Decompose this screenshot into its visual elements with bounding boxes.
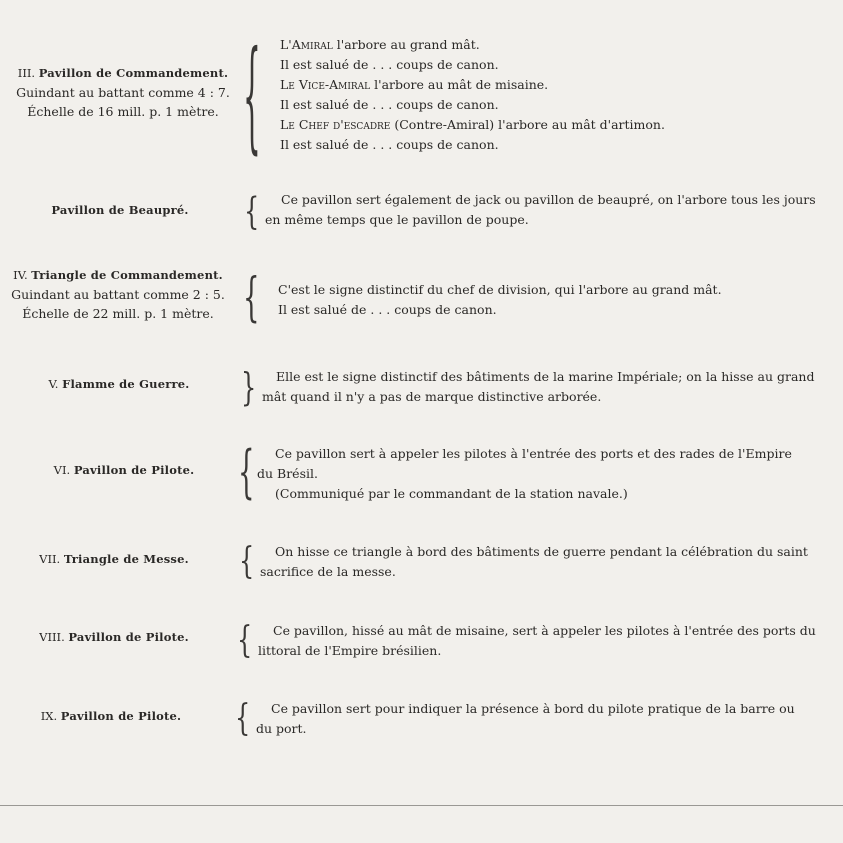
entry-title: Pavillon de Pilote. xyxy=(68,630,189,644)
entry-scale: Échelle de 22 mill. p. 1 mètre. xyxy=(22,306,214,321)
bottom-rule xyxy=(0,805,843,806)
brace: { xyxy=(243,25,261,167)
entry-label xyxy=(0,707,222,726)
description-line: C'est le signe distinctif du chef de division, qui l'arbore au grand mât. xyxy=(278,282,722,297)
brace: { xyxy=(243,269,260,329)
description-line: mât quand il n'y a pas de marque distinctive arborée. xyxy=(262,389,602,404)
description-line: Ce pavillon sert également de jack ou pavillon de beaupré, on l'arbore tous les jours xyxy=(281,192,816,207)
entry-description xyxy=(257,444,827,504)
description-line: Il est salué de . . . coups de canon. xyxy=(280,137,499,152)
description-line: du port. xyxy=(256,721,307,736)
entry-label xyxy=(0,375,238,394)
brace: { xyxy=(244,189,260,234)
description-line: Elle est le signe distinctif des bâtiments de la marine Impériale; on la hisse au grand xyxy=(276,369,815,384)
description-line: L'Amiral l'arbore au grand mât. xyxy=(280,37,480,52)
brace: } xyxy=(241,364,257,410)
brace: { xyxy=(235,697,251,739)
brace: { xyxy=(239,540,255,582)
description-line: Le Chef d'escadre (Contre-Amiral) l'arbore au mât d'artimon. xyxy=(280,117,665,132)
description-line: sacrifice de la messe. xyxy=(260,564,396,579)
entry-proportion: Guindant au battant comme 4 : 7. xyxy=(16,85,230,100)
entry-numeral: V. xyxy=(48,377,59,391)
entry-description xyxy=(258,621,818,661)
brace: { xyxy=(237,619,253,661)
description-line: Ce pavillon sert à appeler les pilotes à l'entrée des ports et des rades de l'Empire xyxy=(275,446,792,461)
description-line: On hisse ce triangle à bord des bâtiments de guerre pendant la célébration du saint xyxy=(275,544,808,559)
entry-numeral: IX. xyxy=(40,709,58,723)
entry-title: Pavillon de Pilote. xyxy=(73,463,195,477)
description-line: du Brésil. xyxy=(257,466,318,481)
entry-scale: Échelle de 16 mill. p. 1 mètre. xyxy=(27,104,219,119)
entry-numeral: VIII. xyxy=(39,630,65,644)
description-line: Ce pavillon sert pour indiquer la présence à bord du pilote pratique de la barre ou xyxy=(271,701,795,716)
description-line: littoral de l'Empire brésilien. xyxy=(258,643,442,658)
entry-label xyxy=(0,64,246,121)
entry-title: Pavillon de Pilote. xyxy=(60,709,182,723)
entry-label xyxy=(0,550,228,569)
brace: { xyxy=(238,440,255,507)
entry-title: Pavillon de Beaupré. xyxy=(51,203,189,217)
entry-label xyxy=(0,628,228,647)
entry-title: Triangle de Commandement. xyxy=(31,268,223,282)
entry-title: Flamme de Guerre. xyxy=(62,377,190,391)
description-line: (Communiqué par le commandant de la station navale.) xyxy=(275,486,628,501)
description-line: Le Vice-Amiral l'arbore au mât de misaine. xyxy=(280,77,549,92)
entry-proportion: Guindant au battant comme 2 : 5. xyxy=(11,287,225,302)
entry-description xyxy=(280,35,820,155)
description-line: en même temps que le pavillon de poupe. xyxy=(265,212,529,227)
entry-description xyxy=(256,699,816,739)
entry-label xyxy=(0,461,248,480)
entry-numeral: VI. xyxy=(53,463,71,477)
entry-description xyxy=(278,280,798,320)
description-line: Ce pavillon, hissé au mât de misaine, sert à appeler les pilotes à l'entrée des ports du xyxy=(273,623,816,638)
entry-description xyxy=(260,542,820,582)
entry-description xyxy=(262,367,822,407)
description-line: Il est salué de . . . coups de canon. xyxy=(280,57,499,72)
entry-numeral: VII. xyxy=(39,552,61,566)
entry-label xyxy=(0,201,240,220)
entry-title: Pavillon de Commandement. xyxy=(38,66,229,80)
entry-title: Triangle de Messe. xyxy=(63,552,189,566)
entry-numeral: IV. xyxy=(13,268,28,282)
description-line: Il est salué de . . . coups de canon. xyxy=(278,302,497,317)
entry-numeral: III. xyxy=(17,66,36,80)
description-line: Il est salué de . . . coups de canon. xyxy=(280,97,499,112)
entry-description xyxy=(265,190,825,230)
entry-label xyxy=(0,266,236,323)
